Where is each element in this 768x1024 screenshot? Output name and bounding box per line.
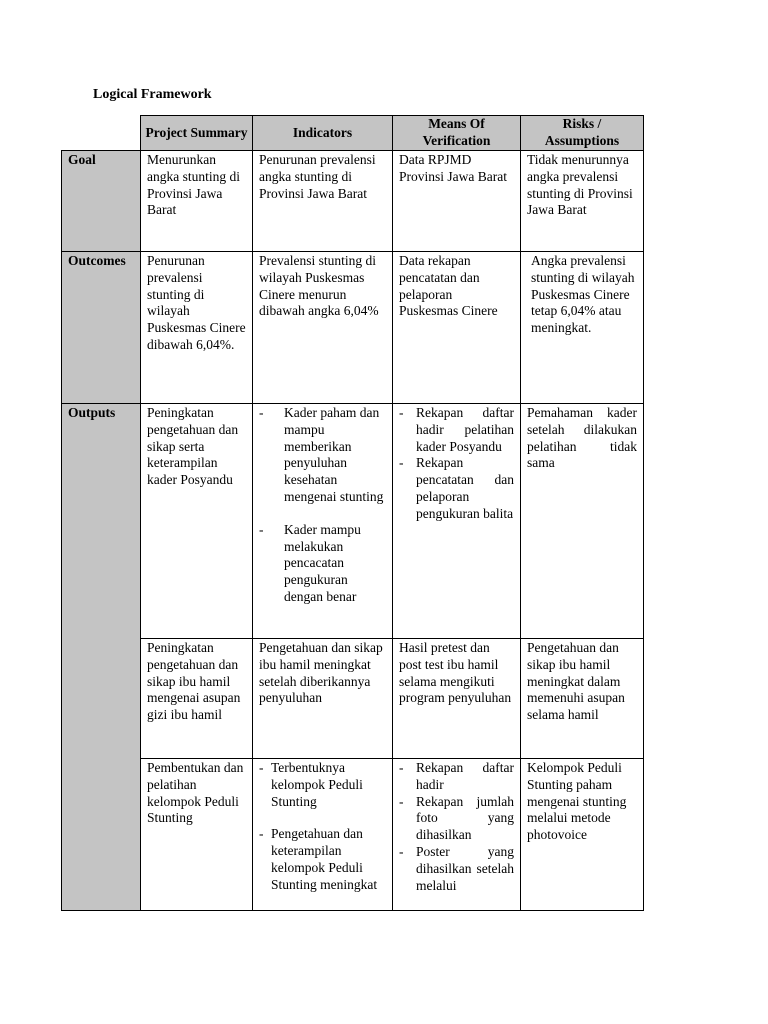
verification-list bbox=[399, 760, 514, 894]
outputs-2-risks: Pengetahuan dan sikap ibu hamil meningkat dalam memenuhi asupan selama hamil bbox=[521, 639, 644, 759]
outputs-row-1 bbox=[62, 404, 644, 639]
list-item: - Terbentuknya kelompok Peduli Stunting bbox=[259, 760, 386, 810]
document-title: Logical Framework bbox=[93, 87, 212, 102]
list-item: - Kader paham dan mampu memberikan penyuluhan kesehatan mengenai stunting bbox=[259, 405, 386, 506]
outputs-1-means bbox=[393, 404, 521, 639]
outcomes-means: Data rekapan pencatatan dan pelaporan Puskesmas Cinere bbox=[393, 252, 521, 404]
header-risks-assumptions: Risks / Assumptions bbox=[521, 116, 644, 151]
header-row bbox=[62, 116, 644, 151]
logical-framework-table bbox=[61, 115, 644, 911]
outputs-3-project-summary: Pembentukan dan pelatihan kelompok Peduli Stunting bbox=[141, 759, 253, 911]
outputs-1-project-summary: Peningkatan pengetahuan dan sikap serta keterampilan kader Posyandu bbox=[141, 404, 253, 639]
row-label-outputs: Outputs bbox=[62, 404, 141, 911]
list-item: - Rekapan daftar hadir pelatihan kader Posyandu bbox=[399, 405, 514, 455]
outcomes-project-summary: Penurunan prevalensi stunting di wilayah Puskesmas Cinere dibawah 6,04%. bbox=[141, 252, 253, 404]
header-means-of-verification: Means Of Verification bbox=[393, 116, 521, 151]
header-indicators: Indicators bbox=[253, 116, 393, 151]
outputs-3-indicators bbox=[253, 759, 393, 911]
list-item: - Poster yang dihasilkan setelah melalui bbox=[399, 844, 514, 894]
list-item: - Rekapan jumlah foto yang dihasilkan bbox=[399, 794, 514, 844]
outcomes-row bbox=[62, 252, 644, 404]
outputs-1-risks: Pemahaman kader setelah dilakukan pelatihan tidak sama bbox=[521, 404, 644, 639]
header-project-summary: Project Summary bbox=[141, 116, 253, 151]
goal-indicators: Penurunan prevalensi angka stunting di Provinsi Jawa Barat bbox=[253, 151, 393, 252]
verification-list bbox=[399, 405, 514, 523]
outputs-2-indicators: Pengetahuan dan sikap ibu hamil meningkat setelah diberikannya penyuluhan bbox=[253, 639, 393, 759]
goal-risks: Tidak menurunnya angka prevalensi stunting di Provinsi Jawa Barat bbox=[521, 151, 644, 252]
row-label-outcomes: Outcomes bbox=[62, 252, 141, 404]
corner-cell bbox=[62, 116, 141, 151]
list-item: - Kader mampu melakukan pencacatan pengukuran dengan benar bbox=[259, 522, 386, 606]
outputs-2-project-summary: Peningkatan pengetahuan dan sikap ibu hamil mengenai asupan gizi ibu hamil bbox=[141, 639, 253, 759]
outputs-2-means: Hasil pretest dan post test ibu hamil selama mengikuti program penyuluhan bbox=[393, 639, 521, 759]
outputs-3-means bbox=[393, 759, 521, 911]
indicator-list bbox=[259, 405, 386, 606]
goal-row bbox=[62, 151, 644, 252]
goal-means: Data RPJMD Provinsi Jawa Barat bbox=[393, 151, 521, 252]
outputs-row-3 bbox=[62, 759, 644, 911]
outcomes-risks: Angka prevalensi stunting di wilayah Puskesmas Cinere tetap 6,04% atau meningkat. bbox=[521, 252, 644, 404]
list-item: - Pengetahuan dan keterampilan kelompok Peduli Stunting meningkat bbox=[259, 826, 386, 893]
outcomes-indicators: Prevalensi stunting di wilayah Puskesmas Cinere menurun dibawah angka 6,04% bbox=[253, 252, 393, 404]
outputs-1-indicators bbox=[253, 404, 393, 639]
list-item: - Rekapan daftar hadir bbox=[399, 760, 514, 794]
row-label-goal: Goal bbox=[62, 151, 141, 252]
goal-project-summary: Menurunkan angka stunting di Provinsi Jawa Barat bbox=[141, 151, 253, 252]
outputs-row-2 bbox=[62, 639, 644, 759]
indicator-list bbox=[259, 760, 386, 894]
outputs-3-risks: Kelompok Peduli Stunting paham mengenai stunting melalui metode photovoice bbox=[521, 759, 644, 911]
list-item: - Rekapan pencatatan dan pelaporan pengukuran balita bbox=[399, 455, 514, 522]
